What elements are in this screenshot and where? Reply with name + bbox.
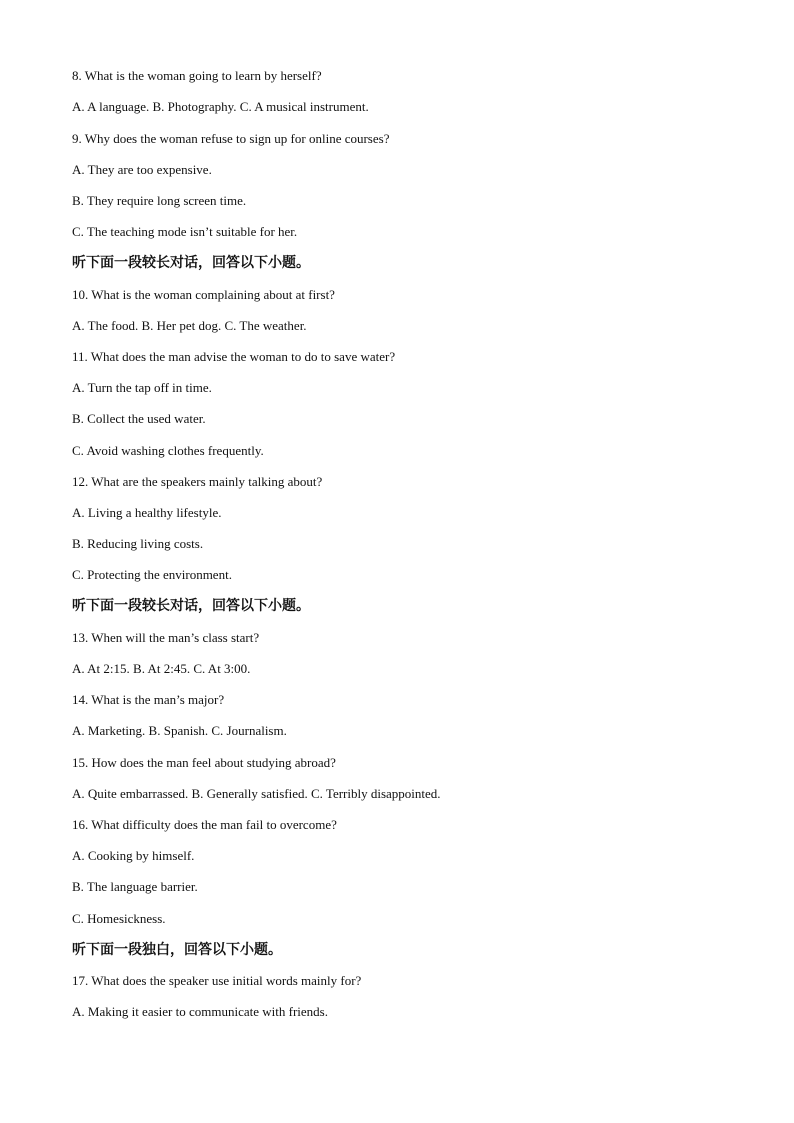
question-12-option-c: C. Protecting the environment. [72,567,232,582]
question-14: 14. What is the man’s major? [72,692,225,707]
question-11-option-b: B. Collect the used water. [72,411,206,426]
question-11-option-a: A. Turn the tap off in time. [72,380,212,395]
question-17-option-a: A. Making it easier to communicate with friends. [72,1004,328,1019]
question-17: 17. What does the speaker use initial words mainly for? [72,973,362,988]
question-12-option-a: A. Living a healthy lifestyle. [72,505,222,520]
question-9-option-c: C. The teaching mode isn’t suitable for her. [72,224,298,239]
question-16: 16. What difficulty does the man fail to overcome? [72,817,337,832]
question-13: 13. When will the man’s class start? [72,630,260,645]
question-9-option-b: B. They require long screen time. [72,193,247,208]
question-16-option-a: A. Cooking by himself. [72,848,195,863]
question-11: 11. What does the man advise the woman to do to save water? [72,349,396,364]
question-15-options: A. Quite embarrassed. B. Generally satisfied. C. Terribly disappointed. [72,786,441,801]
question-9-option-a: A. They are too expensive. [72,162,212,177]
question-11-option-c: C. Avoid washing clothes frequently. [72,443,264,458]
question-15: 15. How does the man feel about studying abroad? [72,755,336,770]
question-16-option-c: C. Homesickness. [72,911,166,926]
question-12: 12. What are the speakers mainly talking about? [72,474,323,489]
question-10: 10. What is the woman complaining about at first? [72,287,335,302]
section-heading: 听下面一段独白，回答以下小题。 [72,942,282,958]
question-9: 9. Why does the woman refuse to sign up for online courses? [72,131,390,146]
question-16-option-b: B. The language barrier. [72,879,198,894]
question-10-options: A. The food. B. Her pet dog. C. The weather. [72,318,307,333]
question-8-options: A. A language. B. Photography. C. A musical instrument. [72,99,369,114]
section-heading: 听下面一段较长对话，回答以下小题。 [72,598,310,614]
question-8: 8. What is the woman going to learn by herself? [72,68,322,83]
section-heading: 听下面一段较长对话，回答以下小题。 [72,255,310,271]
question-14-options: A. Marketing. B. Spanish. C. Journalism. [72,723,287,738]
question-13-options: A. At 2:15. B. At 2:45. C. At 3:00. [72,661,251,676]
question-12-option-b: B. Reducing living costs. [72,536,204,551]
